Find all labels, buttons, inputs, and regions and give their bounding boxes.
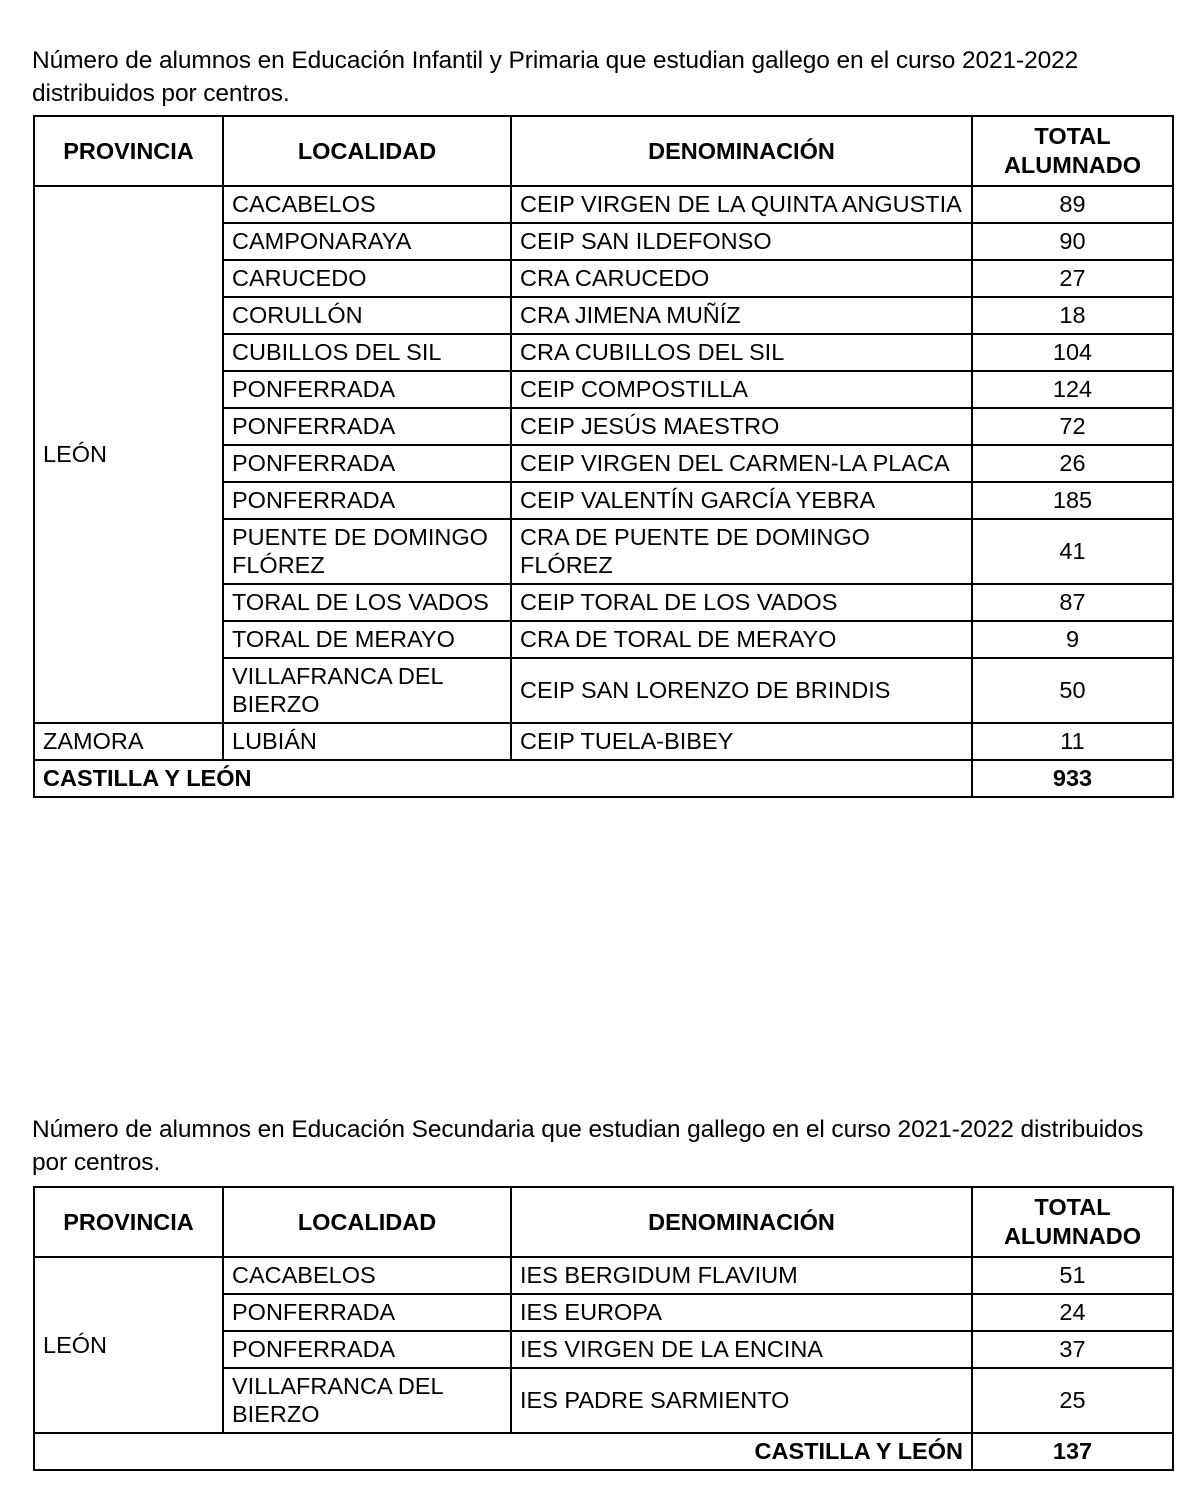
denomination-cell: CEIP VALENTÍN GARCÍA YEBRA [511,482,972,519]
header-total-line2: ALUMNADO [1003,152,1142,178]
denomination-cell: CRA DE TORAL DE MERAYO [511,621,972,658]
denomination-cell: CEIP COMPOSTILLA [511,371,972,408]
total-cell: 90 [972,223,1173,260]
table-row [34,1257,1173,1294]
denomination-cell: CEIP SAN LORENZO DE BRINDIS [511,658,972,723]
total-cell: 124 [972,371,1173,408]
table-header-row [34,1187,1173,1257]
header-denominacion: DENOMINACIÓN [511,116,972,186]
locality-cell: LUBIÁN [223,723,511,760]
locality-cell: PONFERRADA [223,1294,511,1331]
locality-cell: PONFERRADA [223,371,511,408]
secondary-education-table [33,1186,1174,1471]
locality-cell: PONFERRADA [223,408,511,445]
total-row-value: 137 [972,1433,1173,1470]
section2-table-wrapper [33,1186,1172,1471]
locality-cell: CORULLÓN [223,297,511,334]
table-row [34,723,1173,760]
header-provincia: PROVINCIA [34,1187,223,1257]
locality-cell: PONFERRADA [223,1331,511,1368]
section1-table-wrapper [33,115,1172,798]
table-row [34,186,1173,223]
locality-cell: CAMPONARAYA [223,223,511,260]
locality-cell: PONFERRADA [223,445,511,482]
denomination-cell: CEIP JESÚS MAESTRO [511,408,972,445]
total-cell: 37 [972,1331,1173,1368]
denomination-cell: CEIP VIRGEN DE LA QUINTA ANGUSTIA [511,186,972,223]
header-total-line2: ALUMNADO [1003,1223,1142,1249]
locality-cell: VILLAFRANCA DEL BIERZO [223,1368,511,1433]
total-row-value: 933 [972,760,1173,797]
header-total-alumnado [972,1187,1173,1257]
locality-cell: CUBILLOS DEL SIL [223,334,511,371]
total-cell: 41 [972,519,1173,584]
header-provincia: PROVINCIA [34,116,223,186]
denomination-cell: IES BERGIDUM FLAVIUM [511,1257,972,1294]
locality-cell: CARUCEDO [223,260,511,297]
province-cell-leon: LEÓN [34,186,223,723]
denomination-cell: CEIP TUELA-BIBEY [511,723,972,760]
section2-intro-text: Número de alumnos en Educación Secundaria que estudian gallego en el curso 2021-2022 distribuidos por centros. [32,1115,1144,1176]
total-cell: 26 [972,445,1173,482]
total-cell: 87 [972,584,1173,621]
total-cell: 104 [972,334,1173,371]
total-cell: 9 [972,621,1173,658]
total-cell: 72 [972,408,1173,445]
section1-intro-text: Número de alumnos en Educación Infantil y Primaria que estudian gallego en el curso 2021-2022 distribuidos por centros. [32,46,1079,107]
locality-cell: PONFERRADA [223,482,511,519]
denomination-cell: CRA DE PUENTE DE DOMINGO FLÓREZ [511,519,972,584]
total-cell: 51 [972,1257,1173,1294]
denomination-cell: CRA CARUCEDO [511,260,972,297]
table-total-row [34,1433,1173,1470]
locality-cell: VILLAFRANCA DEL BIERZO [223,658,511,723]
total-cell: 25 [972,1368,1173,1433]
denomination-cell: IES PADRE SARMIENTO [511,1368,972,1433]
total-cell: 27 [972,260,1173,297]
total-cell: 50 [972,658,1173,723]
denomination-cell: IES VIRGEN DE LA ENCINA [511,1331,972,1368]
total-cell: 11 [972,723,1173,760]
total-row-label: CASTILLA Y LEÓN [34,760,972,797]
primary-education-table [33,115,1174,798]
total-cell: 89 [972,186,1173,223]
total-cell: 185 [972,482,1173,519]
total-row-label: CASTILLA Y LEÓN [34,1433,972,1470]
locality-cell: TORAL DE MERAYO [223,621,511,658]
denomination-cell: CEIP VIRGEN DEL CARMEN-LA PLACA [511,445,972,482]
denomination-cell: CRA CUBILLOS DEL SIL [511,334,972,371]
header-total-alumnado [972,116,1173,186]
province-cell-leon: LEÓN [34,1257,223,1433]
denomination-cell: CEIP TORAL DE LOS VADOS [511,584,972,621]
table-total-row [34,760,1173,797]
locality-cell: CACABELOS [223,1257,511,1294]
province-cell-zamora: ZAMORA [34,723,223,760]
locality-cell: PUENTE DE DOMINGO FLÓREZ [223,519,511,584]
header-localidad: LOCALIDAD [223,116,511,186]
denomination-cell: IES EUROPA [511,1294,972,1331]
table-header-row [34,116,1173,186]
locality-cell: TORAL DE LOS VADOS [223,584,511,621]
total-cell: 24 [972,1294,1173,1331]
header-total-line1: TOTAL [1034,1194,1111,1220]
denomination-cell: CRA JIMENA MUÑÍZ [511,297,972,334]
locality-cell: CACABELOS [223,186,511,223]
total-cell: 18 [972,297,1173,334]
header-total-line1: TOTAL [1034,123,1111,149]
denomination-cell: CEIP SAN ILDEFONSO [511,223,972,260]
header-denominacion: DENOMINACIÓN [511,1187,972,1257]
header-localidad: LOCALIDAD [223,1187,511,1257]
